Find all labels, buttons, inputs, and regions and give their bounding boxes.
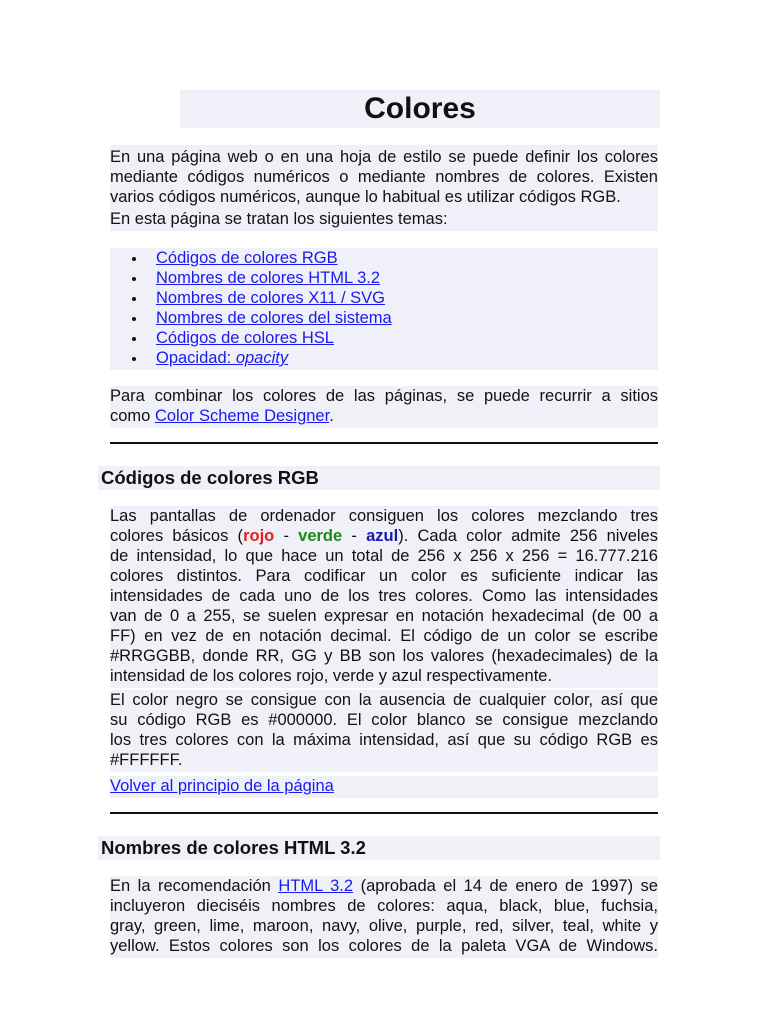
bullet-icon	[132, 257, 136, 261]
rgb-paragraph-1	[110, 506, 658, 688]
rgb-line2-suffix: ). Cada color admite 256 niveles	[398, 527, 658, 545]
divider	[110, 812, 658, 814]
rgb-line: FF) en vez de en notación decimal. El código de un color se escribe	[110, 627, 658, 645]
toc-link-rgb[interactable]: Códigos de colores RGB	[156, 249, 338, 267]
toc-link-opacity-prefix: Opacidad:	[156, 349, 236, 367]
toc-item	[110, 308, 658, 328]
bullet-icon	[132, 317, 136, 321]
color-scheme-designer-link[interactable]: Color Scheme Designer	[154, 407, 330, 425]
section-heading-rgb: Códigos de colores RGB	[98, 466, 660, 490]
intro-paragraph	[110, 145, 658, 211]
html32-paragraph	[110, 876, 658, 958]
toc-item	[110, 268, 658, 288]
intro-line: varios códigos numéricos, aunque lo habitual es utilizar códigos RGB.	[110, 188, 621, 206]
back-link-line	[110, 776, 658, 796]
page-title: Colores	[180, 90, 660, 128]
separator: -	[342, 527, 367, 545]
html32-prefix: En la recomendación	[110, 877, 279, 895]
intro-line: En una página web o en una hoja de estilo se puede definir los colores	[110, 148, 658, 166]
bullet-icon	[132, 277, 136, 281]
html32-line: yellow. Estos colores son los colores de la paleta VGA de Windows.	[110, 937, 658, 955]
rgb-line: #FFFFFF.	[110, 751, 183, 769]
combine-suffix: .	[329, 407, 334, 425]
rgb-line: #RRGGBB, donde RR, GG y BB son los valores (hexadecimales) de la	[110, 647, 658, 665]
html32-link[interactable]: HTML 3.2	[278, 877, 354, 895]
html32-line: gray, green, lime, maroon, navy, olive, purple, red, silver, teal, white y	[110, 917, 658, 935]
bullet-icon	[132, 337, 136, 341]
rgb-line: colores distintos. Para codificar un color es suficiente indicar las	[110, 567, 658, 585]
toc-list	[110, 248, 658, 370]
html32-suffix: (aprobada el 14 de enero de 1997) se	[353, 877, 658, 895]
rgb-line	[110, 526, 658, 546]
rgb-line: intensidades de cada uno de los tres colores. Como las intensidades	[110, 587, 658, 605]
toc-item	[110, 328, 658, 348]
toc-link-opacity-em: opacity	[235, 349, 289, 367]
azul-label: azul	[366, 527, 399, 545]
verde-label: verde	[298, 527, 343, 545]
topics-lead	[110, 209, 658, 231]
bullet-icon	[132, 297, 136, 301]
rgb-line: Las pantallas de ordenador consiguen los colores mezclando tres	[110, 507, 658, 525]
rgb-line: van de 0 a 255, se suelen expresar en notación hexadecimal (de 00 a	[110, 607, 658, 625]
rgb-line: El color negro se consigue con la ausencia de cualquier color, así que	[110, 691, 658, 709]
toc-link-opacity[interactable]	[156, 349, 288, 367]
html32-line	[110, 876, 658, 896]
divider	[110, 442, 658, 444]
toc-item	[110, 348, 658, 368]
rgb-line: su código RGB es #000000. El color blanco se consigue mezclando	[110, 711, 658, 729]
back-link-row	[110, 776, 658, 798]
toc-link-system[interactable]: Nombres de colores del sistema	[156, 309, 392, 327]
toc-item	[110, 288, 658, 308]
topics-lead-text: En esta página se tratan los siguientes temas:	[110, 210, 448, 228]
toc-link-x11-svg[interactable]: Nombres de colores X11 / SVG	[156, 289, 385, 307]
html32-line: incluyeron dieciséis nombres de colores: aqua, black, blue, fuchsia,	[110, 897, 658, 915]
combine-line: Para combinar los colores de las páginas, se puede recurrir a sitios	[110, 387, 658, 405]
toc-link-html32[interactable]: Nombres de colores HTML 3.2	[156, 269, 381, 287]
separator: -	[274, 527, 299, 545]
combine-paragraph	[110, 386, 658, 428]
rgb-paragraph-2	[110, 690, 658, 772]
intro-line: mediante códigos numéricos o mediante nombres de colores. Existen	[110, 168, 658, 186]
toc-link-hsl[interactable]: Códigos de colores HSL	[156, 329, 334, 347]
rgb-line: los tres colores con la máxima intensidad, así que su código RGB es	[110, 731, 658, 749]
section-heading-html32: Nombres de colores HTML 3.2	[98, 836, 660, 860]
back-to-top-link[interactable]: Volver al principio de la página	[110, 777, 334, 795]
rojo-label: rojo	[243, 527, 275, 545]
rgb-line: de intensidad, lo que hace un total de 256 x 256 x 256 = 16.777.216	[110, 547, 658, 565]
toc-item	[110, 248, 658, 268]
bullet-icon	[132, 357, 136, 361]
combine-prefix: como	[110, 407, 155, 425]
combine-line	[110, 406, 658, 426]
rgb-line2-prefix: colores básicos (	[110, 527, 244, 545]
rgb-line: intensidad de los colores rojo, verde y azul respectivamente.	[110, 667, 553, 685]
